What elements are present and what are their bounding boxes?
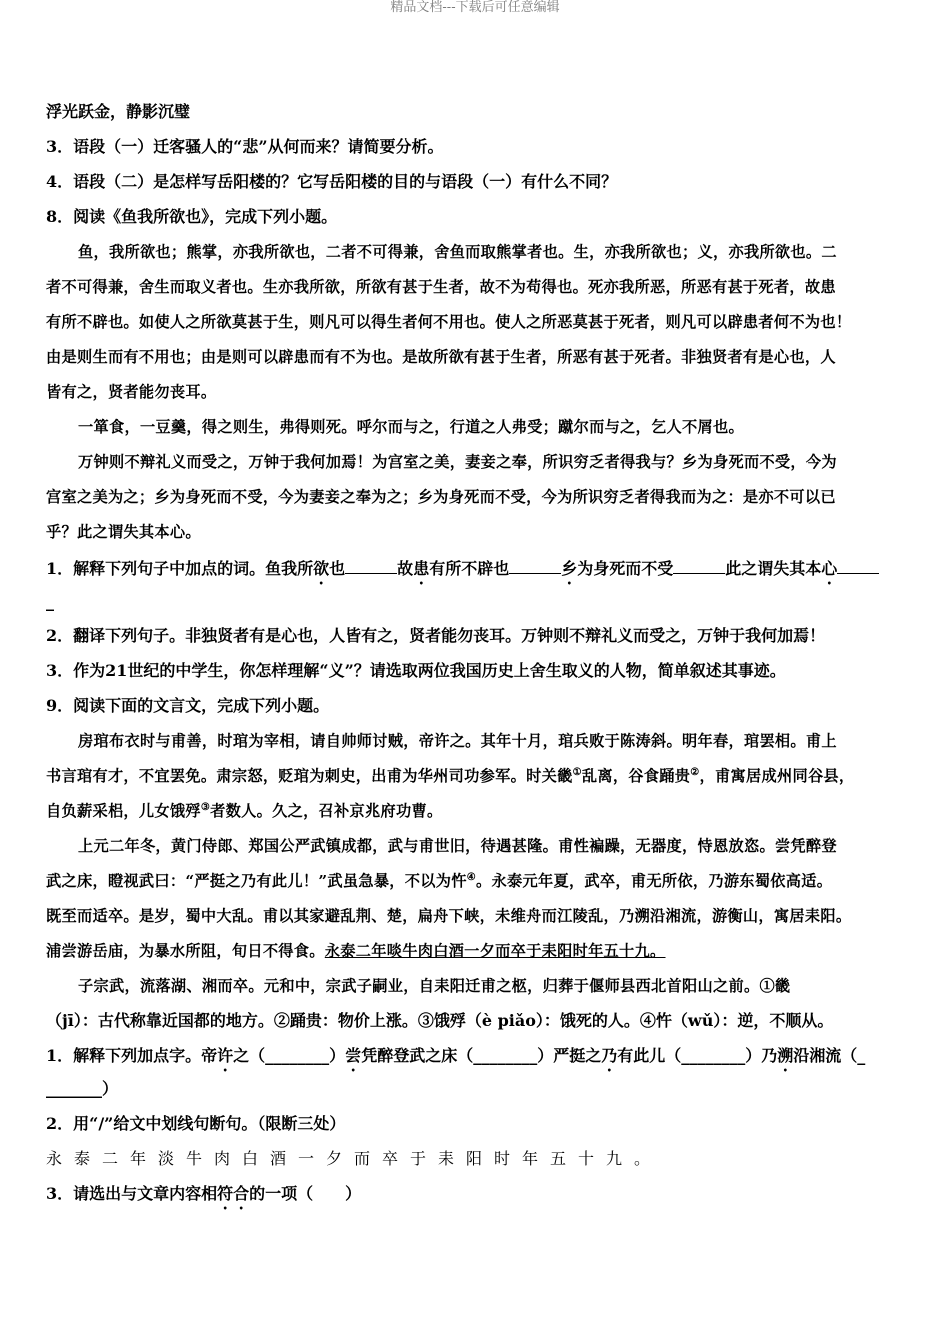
answer-blank-tail: _ [46, 592, 54, 611]
question-9-1-cont: _______） [46, 1079, 119, 1098]
question-8-3: 3．作为21世纪的中学生，你怎样理解“义”？请选取两位我国历史上舍生取义的人物，简单叙述其事迹。 [46, 661, 786, 680]
dotted-char: 尝 [345, 1046, 362, 1065]
question-8-2: 2．翻译下列句子。非独贤者有是心也，人皆有之，贤者能勿丧耳。万钟则不辩礼义而受之，万钟于我何加焉！ [46, 626, 826, 645]
q-text: 此之谓失其本 [725, 559, 822, 578]
answer-blank[interactable] [673, 555, 725, 574]
passage-text: 。永泰元年夏，武卒，甫无所依，乃游东蜀依高适。 [476, 872, 833, 890]
passage-line: 既至而适卒。是岁，蜀中大乱。甫以其家避乱荆、楚，扁舟下峡，未维舟而江陵乱，乃溯沿湘流，游衡山，寓居耒阳。 [46, 907, 852, 925]
question-9-3 [46, 1182, 906, 1213]
passage-line: 有所不辟也。如使人之所欲莫甚于生，则凡可以得生者何不用也。使人之所恶莫甚于死者，则凡可以辟患者何不为也！ [46, 313, 852, 331]
passage-text: ，甫寓居成州同谷县， [699, 767, 855, 785]
q-text: 1．解释下列加点字。帝 [46, 1046, 218, 1065]
passage-text: 书言琯有才，不宜罢免。肃宗怒，贬琯为刺史，出甫为华州司功参军。时关畿 [46, 767, 573, 785]
q-text: 有此儿（________）乃 [617, 1046, 778, 1065]
dotted-char: 溯 [777, 1046, 794, 1065]
q-text: 3．请选出与文章内容相 [46, 1184, 218, 1203]
q-text: 沿湘流（_ [793, 1046, 866, 1065]
passage-line [46, 939, 906, 963]
section-9-title: 9．阅读下面的文言文，完成下列小题。 [46, 696, 330, 715]
underlined-sentence: 永泰二年啖牛肉白酒一夕而卒于耒阳时年五十九。 [324, 942, 666, 960]
passage-line [46, 764, 906, 788]
passage-line [46, 799, 906, 823]
question-9-1 [46, 1044, 906, 1075]
q-text: 有所不辟也 [429, 559, 510, 578]
dotted-char: 欲 [313, 559, 330, 578]
q-text: 故 [397, 559, 414, 578]
dotted-char: 乃 [601, 1046, 618, 1065]
passage-line: 皆有之，贤者能勿丧耳。 [46, 383, 217, 401]
question-9-2: 2．用“/”给文中划线句断句。（限断三处） [46, 1114, 346, 1133]
passage-text: 浦尝游岳庙，为暴水所阻，旬日不得食。 [46, 942, 325, 960]
passage-text: 乱离，谷食踊贵 [581, 767, 691, 785]
footnote-mark: ④ [466, 871, 477, 883]
q-text: 凭醉登武之床（________）严挺之 [361, 1046, 602, 1065]
text-line: 浮光跃金，静影沉璧 [46, 102, 191, 121]
passage-line: 鱼，我所欲也；熊掌，亦我所欲也，二者不可得兼，舍鱼而取熊掌者也。生，亦我所欲也；义，亦我所欲也。二 [78, 243, 837, 261]
answer-blank[interactable] [509, 555, 561, 574]
footnote-mark: ③ [200, 801, 211, 813]
passage-line: 一箪食，一豆羹，得之则生，弗得则死。呼尔而与之，行道之人弗受；蹴尔而与之，乞人不屑也。 [78, 418, 744, 436]
dotted-char: 符合 [217, 1184, 250, 1203]
document-body [46, 100, 906, 1224]
passage-line: 上元二年冬，黄门侍郎、郑国公严武镇成都，武与甫世旧，待遇甚隆。甫性褊躁，无器度，恃恩放恣。尝凭醉登 [78, 837, 837, 855]
sentence-to-punctuate: 永泰二年淡牛肉白酒一夕而卒于耒阳时年五十九。 [46, 1149, 663, 1168]
passage-text: 武之床，瞪视武曰：“严挺之乃有此儿！”武虽急暴，不以为忤 [46, 872, 467, 890]
page-header: 精品文档---下载后可任意编辑 [390, 0, 560, 15]
passage-text: 者数人。久之，召补京兆府功曹。 [210, 802, 443, 820]
footnote-mark: ② [690, 766, 700, 778]
passage-line: 者不可得兼，舍生而取义者也。生亦我所欲，所欲有甚于生者，故不为苟得也。死亦我所恶，所恶有甚于死者，故患 [46, 278, 836, 296]
footnotes: （jī）：古代称靠近国都的地方。②踊贵：物价上涨。③饿殍（è piǎo）：饿死的人。④忤（wǔ）：逆，不顺从。 [46, 1011, 834, 1030]
dotted-char: 乡 [561, 559, 578, 578]
dotted-char: 心 [821, 559, 838, 578]
answer-blank[interactable] [345, 555, 397, 574]
passage-line: 万钟则不辩礼义而受之，万钟于我何加焉！为宫室之美，妻妾之奉，所识穷乏者得我与？乡为身死而不受，今为 [78, 453, 837, 471]
passage-line [46, 869, 906, 893]
passage-line: 乎？此之谓失其本心。 [46, 523, 201, 541]
section-8-title: 8．阅读《鱼我所欲也》，完成下列小题。 [46, 207, 338, 226]
question-3: 3．语段（一）迁客骚人的“悲”从何而来？请简要分析。 [46, 137, 444, 156]
q-text: 的一项（ ） [249, 1184, 362, 1203]
passage-line: 由是则生而有不用也；由是则可以辟患而有不为也。是故所欲有甚于生者，所恶有甚于死者。非独贤者有是心也，人 [46, 348, 836, 366]
passage-text: 自负薪采梠，儿女饿殍 [46, 802, 201, 820]
passage-line: 房琯布衣时与甫善，时琯为宰相，请自帅师讨贼，帝许之。其年十月，琯兵败于陈涛斜。明年春，琯罢相。甫上 [78, 732, 837, 750]
q-text: 1．解释下列句子中加点的词。鱼我所 [46, 559, 314, 578]
q-text: 为身死而不受 [577, 559, 674, 578]
dotted-char: 许 [217, 1046, 234, 1065]
question-8-1 [46, 555, 906, 588]
passage-line: 宫室之美为之；乡为身死而不受，今为妻妾之奉为之；乡为身死而不受，今为所识穷乏者得我而为之：是亦不可以已 [46, 488, 836, 506]
question-4: 4．语段（二）是怎样写岳阳楼的？它写岳阳楼的目的与语段（一）有什么不同？ [46, 172, 618, 191]
footnote-mark: ① [572, 766, 582, 778]
answer-blank[interactable] [837, 555, 879, 574]
q-text: 之（________） [233, 1046, 346, 1065]
dotted-char: 患 [413, 559, 430, 578]
q-text: 也 [329, 559, 346, 578]
passage-line: 子宗武，流落湖、湘而卒。元和中，宗武子嗣业，自耒阳迁甫之柩，归葬于偃师县西北首阳山之前。①畿 [78, 977, 791, 995]
